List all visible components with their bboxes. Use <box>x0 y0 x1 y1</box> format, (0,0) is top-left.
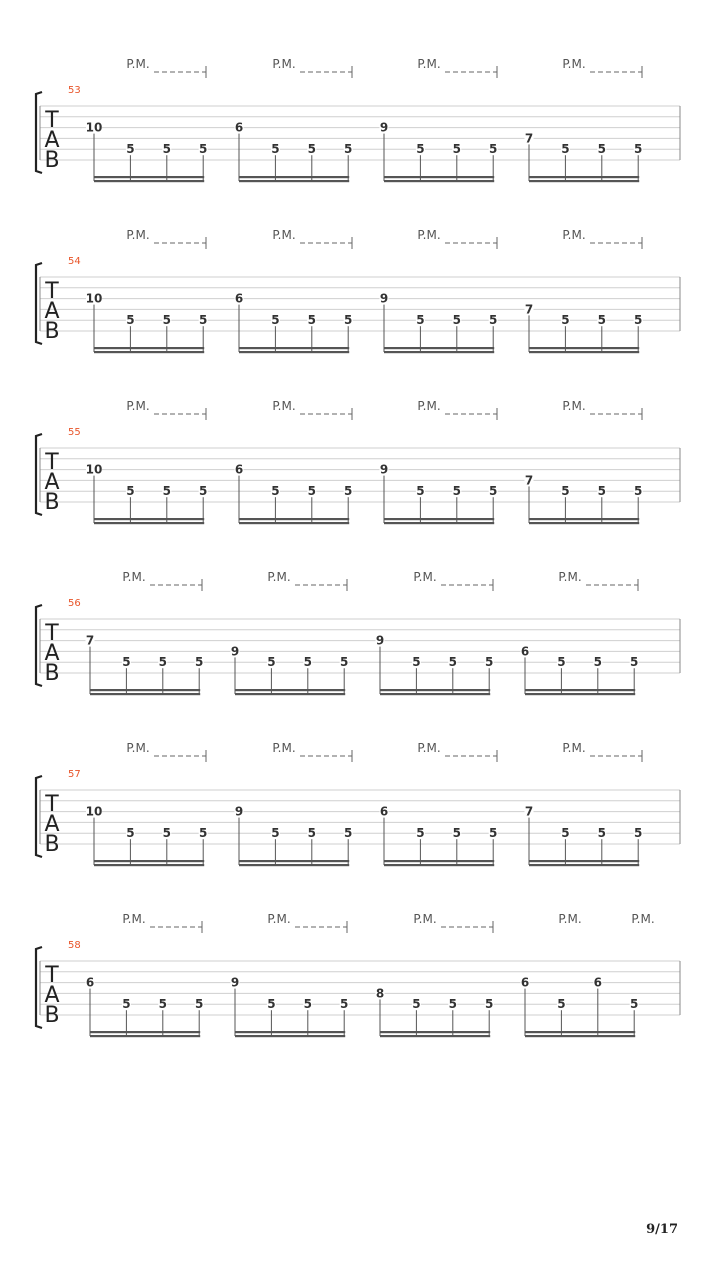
fret-number: 5 <box>199 826 208 841</box>
palm-mute-label: P.M. <box>272 399 296 413</box>
fret-number: 5 <box>199 484 208 499</box>
fret-number: 5 <box>340 997 349 1012</box>
palm-mute-label: P.M. <box>562 57 586 71</box>
fret-number: 7 <box>524 131 534 146</box>
palm-mute-label: P.M. <box>272 57 296 71</box>
beam-primary <box>525 1031 635 1033</box>
palm-mute-label: P.M. <box>417 57 441 71</box>
fret-number: 5 <box>634 142 643 157</box>
fret-number: 5 <box>597 313 606 328</box>
palm-mute-label: P.M. <box>413 570 437 584</box>
fret-number: 5 <box>634 826 643 841</box>
measure-number: 54 <box>68 256 81 267</box>
fret-number: 9 <box>230 644 240 659</box>
beam-secondary <box>529 180 639 182</box>
tab-clef-letter: B <box>44 319 60 344</box>
fret-number: 10 <box>85 120 103 135</box>
measure-number: 55 <box>68 427 81 438</box>
measure-number: 56 <box>68 598 81 609</box>
tab-clef-letter: A <box>44 128 60 153</box>
beam-primary <box>235 1031 345 1033</box>
fret-number: 5 <box>126 142 135 157</box>
beam-secondary <box>239 351 349 353</box>
system-bracket <box>36 263 42 344</box>
beam-secondary <box>384 864 494 866</box>
tab-clef-letter: T <box>45 621 59 646</box>
beam-secondary <box>384 180 494 182</box>
fret-number: 6 <box>379 804 389 819</box>
measure-number: 53 <box>68 85 81 96</box>
tab-system <box>36 228 680 353</box>
palm-mute-label: P.M. <box>562 741 586 755</box>
fret-number: 5 <box>307 826 316 841</box>
fret-number: 9 <box>379 291 389 306</box>
palm-mute-label: P.M. <box>267 570 291 584</box>
fret-number: 5 <box>195 997 204 1012</box>
fret-number: 6 <box>85 975 95 990</box>
beam-secondary <box>90 1035 200 1037</box>
system-bracket <box>36 776 42 857</box>
tab-clef-letter: A <box>44 641 60 666</box>
fret-number: 6 <box>234 120 244 135</box>
beam-secondary <box>239 522 349 524</box>
palm-mute-label: P.M. <box>126 399 150 413</box>
fret-number: 5 <box>344 484 353 499</box>
fret-number: 5 <box>634 313 643 328</box>
tab-clef-letter: T <box>45 792 59 817</box>
fret-number: 7 <box>524 473 534 488</box>
beam-primary <box>529 176 639 178</box>
beam-primary <box>94 860 204 862</box>
palm-mute-label: P.M. <box>631 912 655 926</box>
fret-number: 7 <box>524 804 534 819</box>
fret-number: 5 <box>561 313 570 328</box>
palm-mute-label: P.M. <box>413 912 437 926</box>
fret-number: 5 <box>303 655 312 670</box>
tab-clef-letter: T <box>45 450 59 475</box>
fret-number: 5 <box>489 484 498 499</box>
fret-number: 5 <box>597 826 606 841</box>
tab-system <box>36 912 680 1037</box>
fret-number: 5 <box>162 313 171 328</box>
fret-number: 5 <box>489 142 498 157</box>
fret-number: 5 <box>267 655 276 670</box>
beam-primary <box>529 518 639 520</box>
palm-mute-label: P.M. <box>267 912 291 926</box>
fret-number: 7 <box>524 302 534 317</box>
palm-mute-label: P.M. <box>126 228 150 242</box>
beam-secondary <box>384 522 494 524</box>
measure-number: 57 <box>68 769 81 780</box>
fret-number: 5 <box>630 997 639 1012</box>
fret-number: 10 <box>85 804 103 819</box>
beam-primary <box>235 689 345 691</box>
beam-secondary <box>239 180 349 182</box>
beam-secondary <box>529 864 639 866</box>
fret-number: 6 <box>520 975 530 990</box>
beam-primary <box>384 347 494 349</box>
tab-clef-letter: B <box>44 661 60 686</box>
fret-number: 5 <box>158 997 167 1012</box>
fret-number: 5 <box>561 484 570 499</box>
beam-secondary <box>94 522 204 524</box>
tab-clef-letter: B <box>44 832 60 857</box>
fret-number: 9 <box>379 462 389 477</box>
measure-number: 58 <box>68 940 81 951</box>
tab-clef-letter: A <box>44 470 60 495</box>
tab-system <box>36 399 680 524</box>
fret-number: 5 <box>195 655 204 670</box>
beam-secondary <box>384 351 494 353</box>
fret-number: 5 <box>271 313 280 328</box>
beam-primary <box>529 347 639 349</box>
beam-secondary <box>94 864 204 866</box>
beam-secondary <box>239 864 349 866</box>
beam-primary <box>239 518 349 520</box>
tab-clef-letter: T <box>45 963 59 988</box>
beam-secondary <box>94 180 204 182</box>
palm-mute-label: P.M. <box>126 57 150 71</box>
beam-secondary <box>529 351 639 353</box>
fret-number: 5 <box>271 142 280 157</box>
tab-clef-letter: A <box>44 812 60 837</box>
beam-primary <box>94 518 204 520</box>
fret-number: 5 <box>162 142 171 157</box>
fret-number: 5 <box>452 142 461 157</box>
fret-number: 5 <box>271 826 280 841</box>
fret-number: 10 <box>85 291 103 306</box>
fret-number: 5 <box>307 142 316 157</box>
fret-number: 5 <box>561 142 570 157</box>
fret-number: 5 <box>412 997 421 1012</box>
fret-number: 9 <box>230 975 240 990</box>
fret-number: 5 <box>126 826 135 841</box>
fret-number: 5 <box>593 655 602 670</box>
fret-number: 9 <box>379 120 389 135</box>
tab-clef-letter: A <box>44 299 60 324</box>
fret-number: 5 <box>199 142 208 157</box>
beam-primary <box>384 176 494 178</box>
beam-secondary <box>525 1035 635 1037</box>
fret-number: 5 <box>448 655 457 670</box>
beam-primary <box>384 518 494 520</box>
fret-number: 5 <box>634 484 643 499</box>
palm-mute-label: P.M. <box>417 228 441 242</box>
tab-system <box>36 741 680 866</box>
fret-number: 5 <box>416 826 425 841</box>
fret-number: 5 <box>485 655 494 670</box>
tab-clef-letter: B <box>44 1003 60 1028</box>
beam-primary <box>529 860 639 862</box>
fret-number: 9 <box>234 804 244 819</box>
fret-number: 5 <box>122 997 131 1012</box>
fret-number: 6 <box>593 975 602 990</box>
fret-number: 5 <box>597 142 606 157</box>
fret-number: 10 <box>85 462 103 477</box>
beam-primary <box>380 689 490 691</box>
fret-number: 5 <box>416 142 425 157</box>
fret-number: 5 <box>126 313 135 328</box>
tab-system <box>36 570 680 695</box>
beam-secondary <box>525 693 635 695</box>
beam-primary <box>90 1031 200 1033</box>
tab-clef-letter: T <box>45 108 59 133</box>
tab-clef-letter: T <box>45 279 59 304</box>
beam-secondary <box>529 522 639 524</box>
palm-mute-label: P.M. <box>558 570 582 584</box>
system-bracket <box>36 434 42 515</box>
fret-number: 5 <box>452 313 461 328</box>
fret-number: 5 <box>630 655 639 670</box>
fret-number: 5 <box>303 997 312 1012</box>
fret-number: 5 <box>199 313 208 328</box>
fret-number: 5 <box>412 655 421 670</box>
fret-number: 5 <box>416 484 425 499</box>
palm-mute-label: P.M. <box>417 399 441 413</box>
fret-number: 5 <box>162 826 171 841</box>
fret-number: 5 <box>597 484 606 499</box>
fret-number: 5 <box>489 826 498 841</box>
fret-number: 5 <box>271 484 280 499</box>
fret-number: 5 <box>344 826 353 841</box>
fret-number: 9 <box>375 633 385 648</box>
palm-mute-label: P.M. <box>126 741 150 755</box>
beam-primary <box>239 860 349 862</box>
beam-primary <box>90 689 200 691</box>
fret-number: 7 <box>85 633 95 648</box>
beam-primary <box>94 347 204 349</box>
fret-number: 5 <box>557 655 566 670</box>
palm-mute-label: P.M. <box>122 570 146 584</box>
beam-primary <box>380 1031 490 1033</box>
fret-number: 5 <box>452 484 461 499</box>
page-number: 9/17 <box>646 1222 678 1237</box>
fret-number: 5 <box>158 655 167 670</box>
fret-number: 5 <box>344 142 353 157</box>
beam-secondary <box>380 693 490 695</box>
beam-primary <box>384 860 494 862</box>
fret-number: 5 <box>340 655 349 670</box>
fret-number: 5 <box>485 997 494 1012</box>
tab-clef-letter: A <box>44 983 60 1008</box>
tab-system <box>36 57 680 182</box>
tab-clef-letter: B <box>44 148 60 173</box>
palm-mute-label: P.M. <box>122 912 146 926</box>
beam-secondary <box>235 693 345 695</box>
palm-mute-label: P.M. <box>417 741 441 755</box>
fret-number: 5 <box>561 826 570 841</box>
palm-mute-label: P.M. <box>562 228 586 242</box>
beam-primary <box>94 176 204 178</box>
palm-mute-label: P.M. <box>272 228 296 242</box>
beam-primary <box>239 347 349 349</box>
palm-mute-label: P.M. <box>562 399 586 413</box>
beam-secondary <box>90 693 200 695</box>
fret-number: 5 <box>452 826 461 841</box>
fret-number: 5 <box>489 313 498 328</box>
system-bracket <box>36 947 42 1028</box>
beam-primary <box>239 176 349 178</box>
fret-number: 5 <box>267 997 276 1012</box>
system-bracket <box>36 92 42 173</box>
fret-number: 6 <box>520 644 530 659</box>
beam-primary <box>525 689 635 691</box>
fret-number: 5 <box>162 484 171 499</box>
fret-number: 5 <box>344 313 353 328</box>
fret-number: 6 <box>234 462 244 477</box>
beam-secondary <box>380 1035 490 1037</box>
fret-number: 8 <box>375 986 385 1001</box>
fret-number: 5 <box>416 313 425 328</box>
system-bracket <box>36 605 42 686</box>
beam-secondary <box>235 1035 345 1037</box>
fret-number: 5 <box>448 997 457 1012</box>
fret-number: 5 <box>307 313 316 328</box>
palm-mute-label: P.M. <box>272 741 296 755</box>
beam-secondary <box>94 351 204 353</box>
fret-number: 5 <box>126 484 135 499</box>
fret-number: 5 <box>122 655 131 670</box>
fret-number: 6 <box>234 291 244 306</box>
palm-mute-label: P.M. <box>558 912 582 926</box>
fret-number: 5 <box>557 997 566 1012</box>
tab-clef-letter: B <box>44 490 60 515</box>
fret-number: 5 <box>307 484 316 499</box>
